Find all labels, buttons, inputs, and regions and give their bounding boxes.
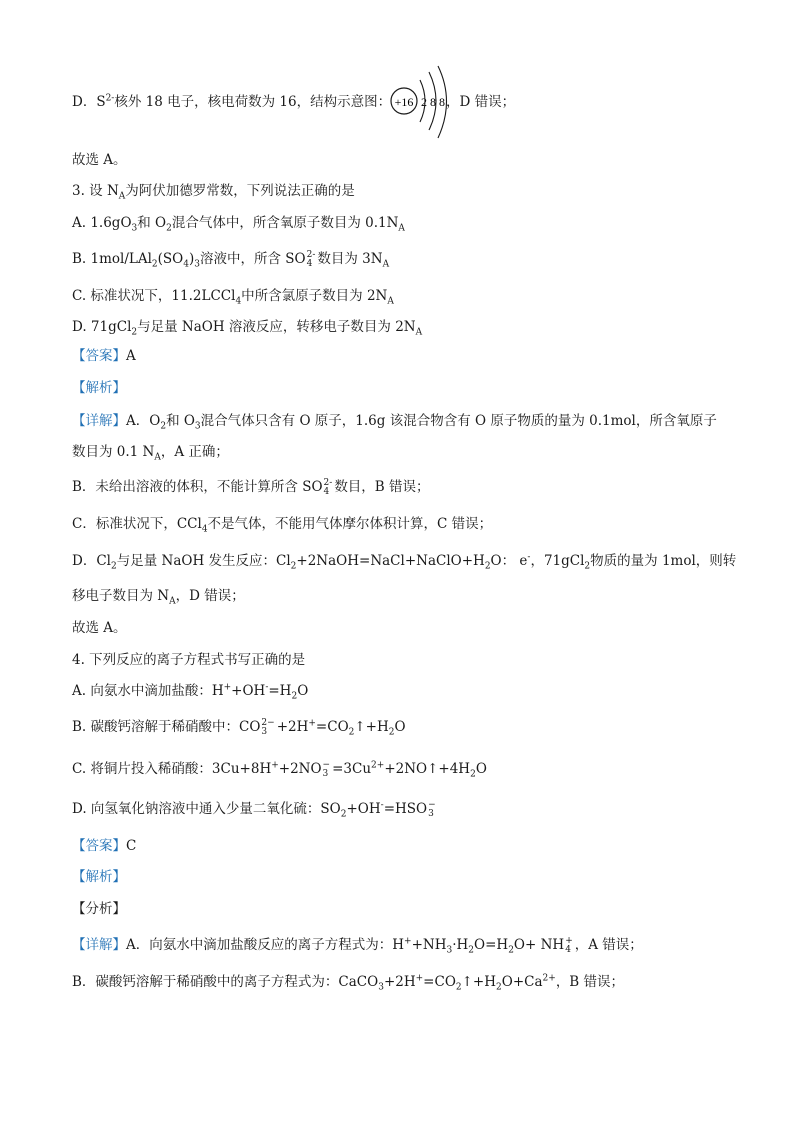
subscript: 2 [131,327,138,338]
text: 核外 18 电子，核电荷数为 16，结构示意图： [114,94,392,110]
nucleus-label: +16 [394,95,414,109]
text: =3Cu [332,761,372,777]
text: O+Ca [501,974,543,990]
text: +OH [231,683,266,699]
subscript: 3 [446,945,453,956]
subscript: 2 [110,561,117,572]
text: 移电子数目为 N [72,588,170,604]
sulfate-charge [324,479,333,497]
detail-3-b [72,477,430,497]
answer-3 [72,346,136,366]
text: D. 71gCl [72,319,132,335]
subscript: 4 [183,259,189,270]
option-d-sulfide-line [72,92,391,112]
text: 和 O [137,215,167,231]
text: O [394,719,406,735]
text: 中所含氯原子数目为 2N [241,288,388,304]
text: A. 向氨水中滴加盐酸：H [72,683,224,699]
text: 为阿伏加德罗常数，下列说法正确的是 [125,183,355,199]
text: B. 碳酸钙溶解于稀硝酸中：CO [72,719,261,735]
subscript: 3 [428,808,434,819]
subscript: 2 [496,982,502,993]
question-3 [72,181,355,201]
subscript: 2 [348,727,355,738]
choose-a-2: 故选 A。 [72,620,127,636]
text: C. 将铜片投入稀硝酸：3Cu+8H [72,761,272,777]
answer-label: 【答案】 [72,838,126,854]
superscript: + [308,718,316,729]
superscript: 2+ [542,973,556,984]
text: C．标准状况下，CCl [72,516,202,532]
text: A. 1.6gO [72,215,132,231]
superscript: 2− [261,717,275,728]
subscript: 2 [470,769,476,780]
superscript: − [322,759,331,770]
fenxi-4 [72,899,126,919]
text: +2H [383,974,416,990]
equation: O [490,553,502,569]
nitrate-charge [323,761,331,779]
equation: ： e [501,553,528,569]
subscript: A [415,327,423,338]
ammonium-charge [565,937,573,955]
text: ·H [452,937,469,953]
subscript: 2 [484,561,491,572]
detail-3-d [72,551,736,571]
detail-4-b [72,972,624,992]
superscript: + [271,760,279,771]
subscript: 2 [468,945,475,956]
detail-3-a-cont [72,442,229,462]
subscript: 4 [235,296,242,307]
text: O [297,683,309,699]
q3-option-c [72,286,394,306]
choose-a-1: 故选 A。 [72,152,127,168]
answer-4 [72,836,136,856]
text: +NH [411,937,447,953]
answer-label: 【答案】 [72,348,126,364]
subscript: A [387,296,394,307]
subscript: 3 [378,982,384,993]
text: 数目，B 错误； [334,479,430,495]
subscript: A [382,259,390,270]
text: ，B 错误； [555,974,625,990]
q3-option-b [72,249,389,269]
q4-option-b [72,717,406,737]
subscript: A [118,191,126,202]
superscript: 2+ [371,760,385,771]
superscript: - [380,800,384,811]
subscript: 3 [194,421,201,432]
text: =CO [315,719,349,735]
shell-numbers: 2 8 8 [421,95,445,109]
superscript: + [415,973,424,984]
superscript: + [223,682,232,693]
text: ) [188,251,195,267]
text: C. 标准状况下，11.2LCCl [72,288,236,304]
q3-option-a [72,213,405,233]
q4-option-a [72,681,308,701]
text: =CO [423,974,456,990]
text: 混合气体只含有 O 原子，1.6g 该混合物含有 O 原子物质的量为 0.1mol，所含氧原子 [200,413,717,429]
subscript: 4 [323,486,330,497]
subscript: 2 [584,561,591,572]
text: ，D 错误； [175,588,245,604]
q4-option-d [72,799,438,819]
equation: Cl [276,553,291,569]
text: 与足量 NaOH 发生反应： [116,553,277,569]
text: O=H [474,937,509,953]
superscript: - [265,682,269,693]
carbonate-charge [261,719,274,737]
text: 不是气体，不能用气体摩尔体积计算，C 错误； [207,516,493,532]
subscript: 2 [455,982,462,993]
text: A．向氨水中滴加盐酸反应的离子方程式为：H [126,937,405,953]
equation: +2NaOH=NaCl+NaClO+H [296,553,485,569]
text: 数目为 3N [317,251,383,267]
subscript: 3 [194,259,200,270]
fenxi-label: 【分析】 [72,901,126,917]
analysis-label: 【解析】 [72,380,126,396]
text: =H [268,683,292,699]
text: +2NO↑+4H [384,761,471,777]
subscript: 2 [388,727,395,738]
text: B．未给出溶液的体积，不能计算所含 SO [72,479,323,495]
text: D．Cl [72,553,111,569]
superscript: 2- [306,249,316,260]
text: ，A 错误； [574,937,643,953]
subscript: 4 [306,258,313,269]
superscript: + [404,936,412,947]
text: O+ NH [513,937,565,953]
text: 数目为 0.1 N [72,444,155,460]
text: B．碳酸钙溶解于稀硝酸中的离子方程式为：CaCO [72,974,379,990]
detail-3-c [72,514,492,534]
analysis-4 [72,867,126,887]
text: B. 1mol/LAl [72,251,152,267]
subscript: A [169,596,176,607]
text: 混合气体中，所含氧原子数目为 0.1N [171,215,399,231]
detail-label: 【详解】 [72,937,126,953]
detail-label: 【详解】 [72,413,126,429]
subscript: 4 [201,524,208,535]
subscript: 2 [290,561,297,572]
subscript: 2 [340,809,347,820]
subscript: 4 [565,944,571,955]
subscript: 2 [291,691,298,702]
text: D. 向氢氧化钠溶液中通入少量二氧化硫：SO [72,801,341,817]
superscript: − [428,799,436,810]
bisulfite-charge [428,801,436,819]
text: 物质的量为 1mol，则转 [590,553,737,569]
answer-value: C [126,838,137,854]
text: 溶液中，所含 SO [200,251,306,267]
text: =HSO [383,801,428,817]
subscript: 2 [151,259,158,270]
detail-4-a [72,935,643,955]
sulfate-charge [307,251,316,269]
text: +OH [346,801,381,817]
text: (SO [157,251,184,267]
subscript: 3 [131,223,138,234]
subscript: 2 [508,945,514,956]
subscript: 3 [261,726,268,737]
text: ↑+H [354,719,389,735]
text: ，D 错误； [446,94,516,110]
detail-3-a [72,411,717,431]
analysis-3 [72,378,126,398]
text: O [475,761,487,777]
q4-option-c [72,759,487,779]
superscript: + [565,935,573,946]
superscript: 2- [323,477,333,488]
subscript: 2 [166,223,172,234]
subscript: 2 [160,421,167,432]
option-d-tail [446,92,515,112]
q3-option-d [72,317,422,337]
text: 与足量 NaOH 溶液反应，转移电子数目为 2N [137,319,416,335]
text: ，A 正确； [160,444,229,460]
subscript: 3 [322,768,329,779]
analysis-label: 【解析】 [72,869,126,885]
question-4: 4. 下列反应的离子方程式书写正确的是 [72,652,306,668]
text: D．S [72,94,106,110]
text: 3. 设 N [72,183,119,199]
subscript: A [154,452,161,463]
answer-value: A [126,348,136,364]
text: 和 O [166,413,195,429]
text: A．O [126,413,161,429]
detail-3-d-cont [72,586,245,606]
text: +2H [276,719,309,735]
superscript: - [527,552,531,563]
subscript: A [398,223,405,234]
superscript: 2- [105,93,115,104]
text: +2NO [278,761,322,777]
text: ↑+H [461,974,497,990]
text: ，71gCl [530,553,585,569]
